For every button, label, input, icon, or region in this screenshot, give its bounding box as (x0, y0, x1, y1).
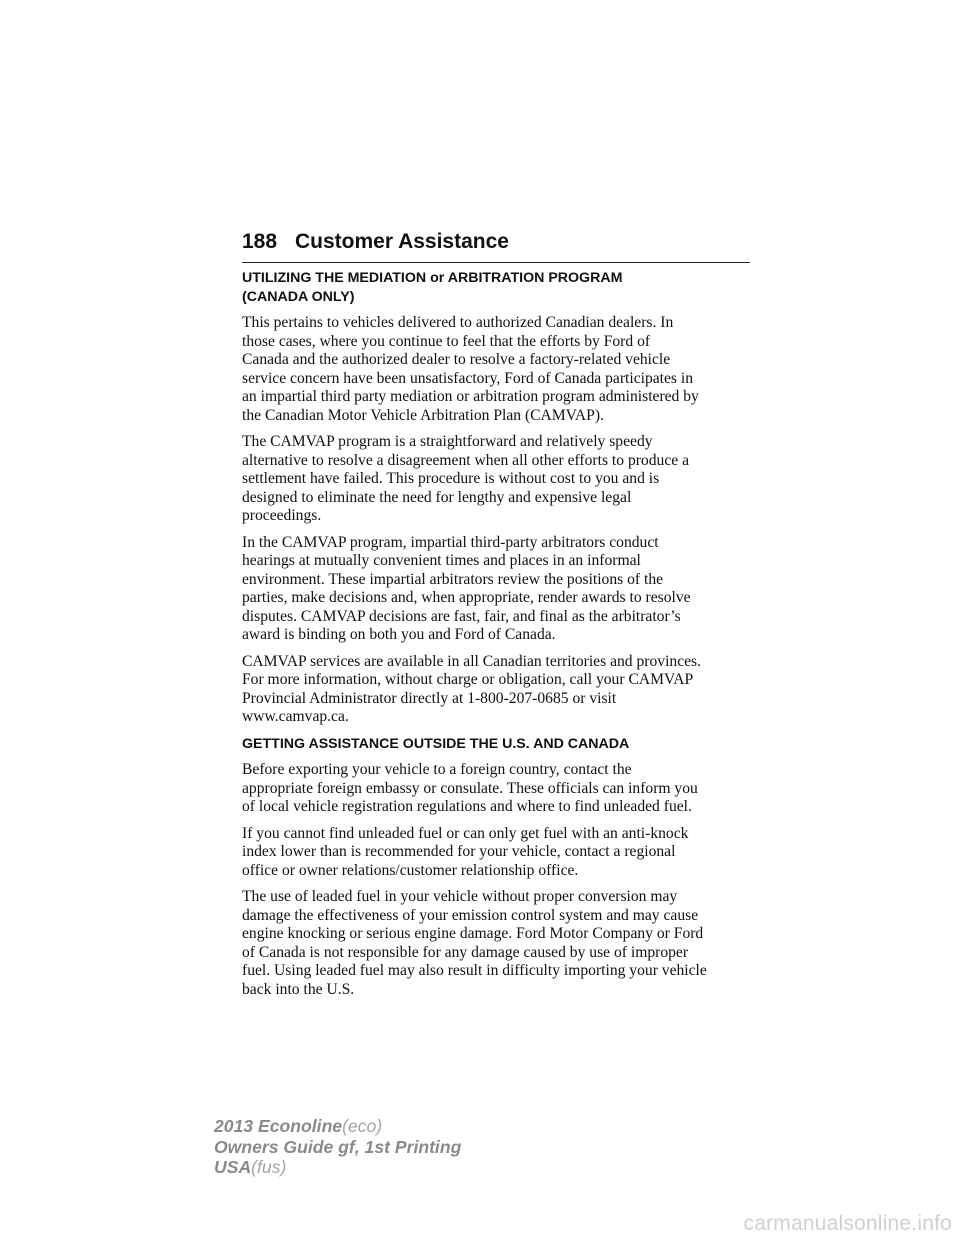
text-line: award is binding on both you and Ford of Canada. (242, 626, 556, 643)
text-line: environment. These impartial arbitrators review the positions of the (242, 570, 664, 588)
text-line: www.camvap.ca. (242, 708, 349, 725)
text-line: parties, make decisions and, when appropriate, render awards to resolve (242, 589, 691, 606)
text-line: proceedings. (242, 507, 322, 524)
text-line: This pertains to vehicles delivered to authorized Canadian dealers. In (242, 314, 674, 331)
paragraph (242, 825, 752, 881)
page-number: 188 (242, 230, 278, 253)
section-heading-mediation (242, 269, 752, 306)
paragraph (242, 314, 752, 425)
text-line: index lower than is recommended for your vehicle, contact a regional (242, 843, 676, 860)
text-line: alternative to resolve a disagreement when all other efforts to produce a (242, 451, 689, 469)
paragraph (242, 888, 752, 999)
text-line: office or owner relations/customer relationship office. (242, 861, 579, 879)
footer-market-code: (fus) (251, 1157, 287, 1177)
text-line: damage the effectiveness of your emission control system and may cause (242, 906, 699, 924)
text-line: For more information, without charge or obligation, call your CAMVAP (242, 671, 694, 688)
text-line: of local vehicle registration regulations and where to find unleaded fuel. (242, 798, 692, 815)
text-line: The CAMVAP program is a straightforward and relatively speedy (242, 433, 653, 450)
paragraph (242, 761, 752, 817)
text-line: CAMVAP services are available in all Canadian territories and provinces. (242, 652, 702, 670)
text-line: Before exporting your vehicle to a foreign country, contact the (242, 761, 632, 778)
print-footer (214, 1116, 461, 1178)
site-watermark: carmanualsonline.info (743, 1212, 952, 1235)
document-body (242, 269, 752, 1007)
heading-line: UTILIZING THE MEDIATION or ARBITRATION PROGRAM (242, 270, 623, 286)
paragraph (242, 653, 752, 727)
text-line: those cases, where you continue to feel that the efforts by Ford of (242, 332, 651, 350)
footer-line (214, 1157, 461, 1178)
heading-line: (CANADA ONLY) (242, 288, 355, 305)
text-line: the Canadian Motor Vehicle Arbitration Plan (CAMVAP). (242, 406, 604, 424)
heading-line: GETTING ASSISTANCE OUTSIDE THE U.S. AND CANADA (242, 735, 630, 752)
footer-model: 2013 Econoline (214, 1116, 343, 1136)
footer-market: USA (214, 1157, 252, 1177)
text-line: engine knocking or serious engine damage. Ford Motor Company or Ford (242, 925, 704, 942)
section-heading-outside-us-canada (242, 735, 752, 754)
text-line: If you cannot find unleaded fuel or can only get fuel with an anti-knock (242, 824, 689, 842)
text-line: fuel. Using leaded fuel may also result in difficulty importing your vehicle (242, 962, 707, 979)
text-line: designed to eliminate the need for lengthy and expensive legal (242, 488, 632, 506)
paragraph (242, 534, 752, 645)
footer-model-code: (eco) (342, 1116, 383, 1136)
text-line: hearings at mutually convenient times and places in an informal (242, 552, 641, 569)
text-line: appropriate foreign embassy or consulate. These officials can inform you (242, 779, 698, 797)
text-line: an impartial third party mediation or arbitration program administered by (242, 388, 699, 405)
footer-line (214, 1116, 461, 1137)
text-line: of Canada is not responsible for any damage caused by use of improper (242, 943, 689, 961)
paragraph (242, 433, 752, 526)
section-title: Customer Assistance (295, 230, 509, 253)
text-line: In the CAMVAP program, impartial third-party arbitrators conduct (242, 533, 659, 551)
page-header (242, 228, 750, 263)
text-line: service concern have been unsatisfactory, Ford of Canada participates in (242, 369, 694, 387)
footer-line (214, 1137, 461, 1158)
text-line: back into the U.S. (242, 980, 355, 998)
text-line: disputes. CAMVAP decisions are fast, fair, and final as the arbitrator’s (242, 607, 681, 625)
text-line: The use of leaded fuel in your vehicle without proper conversion may (242, 888, 678, 905)
text-line: Provincial Administrator directly at 1-800-207-0685 or visit (242, 689, 617, 707)
footer-printing: Owners Guide gf, 1st Printing (214, 1136, 462, 1157)
text-line: Canada and the authorized dealer to resolve a factory-related vehicle (242, 351, 671, 368)
text-line: settlement have failed. This procedure is without cost to you and is (242, 470, 660, 487)
